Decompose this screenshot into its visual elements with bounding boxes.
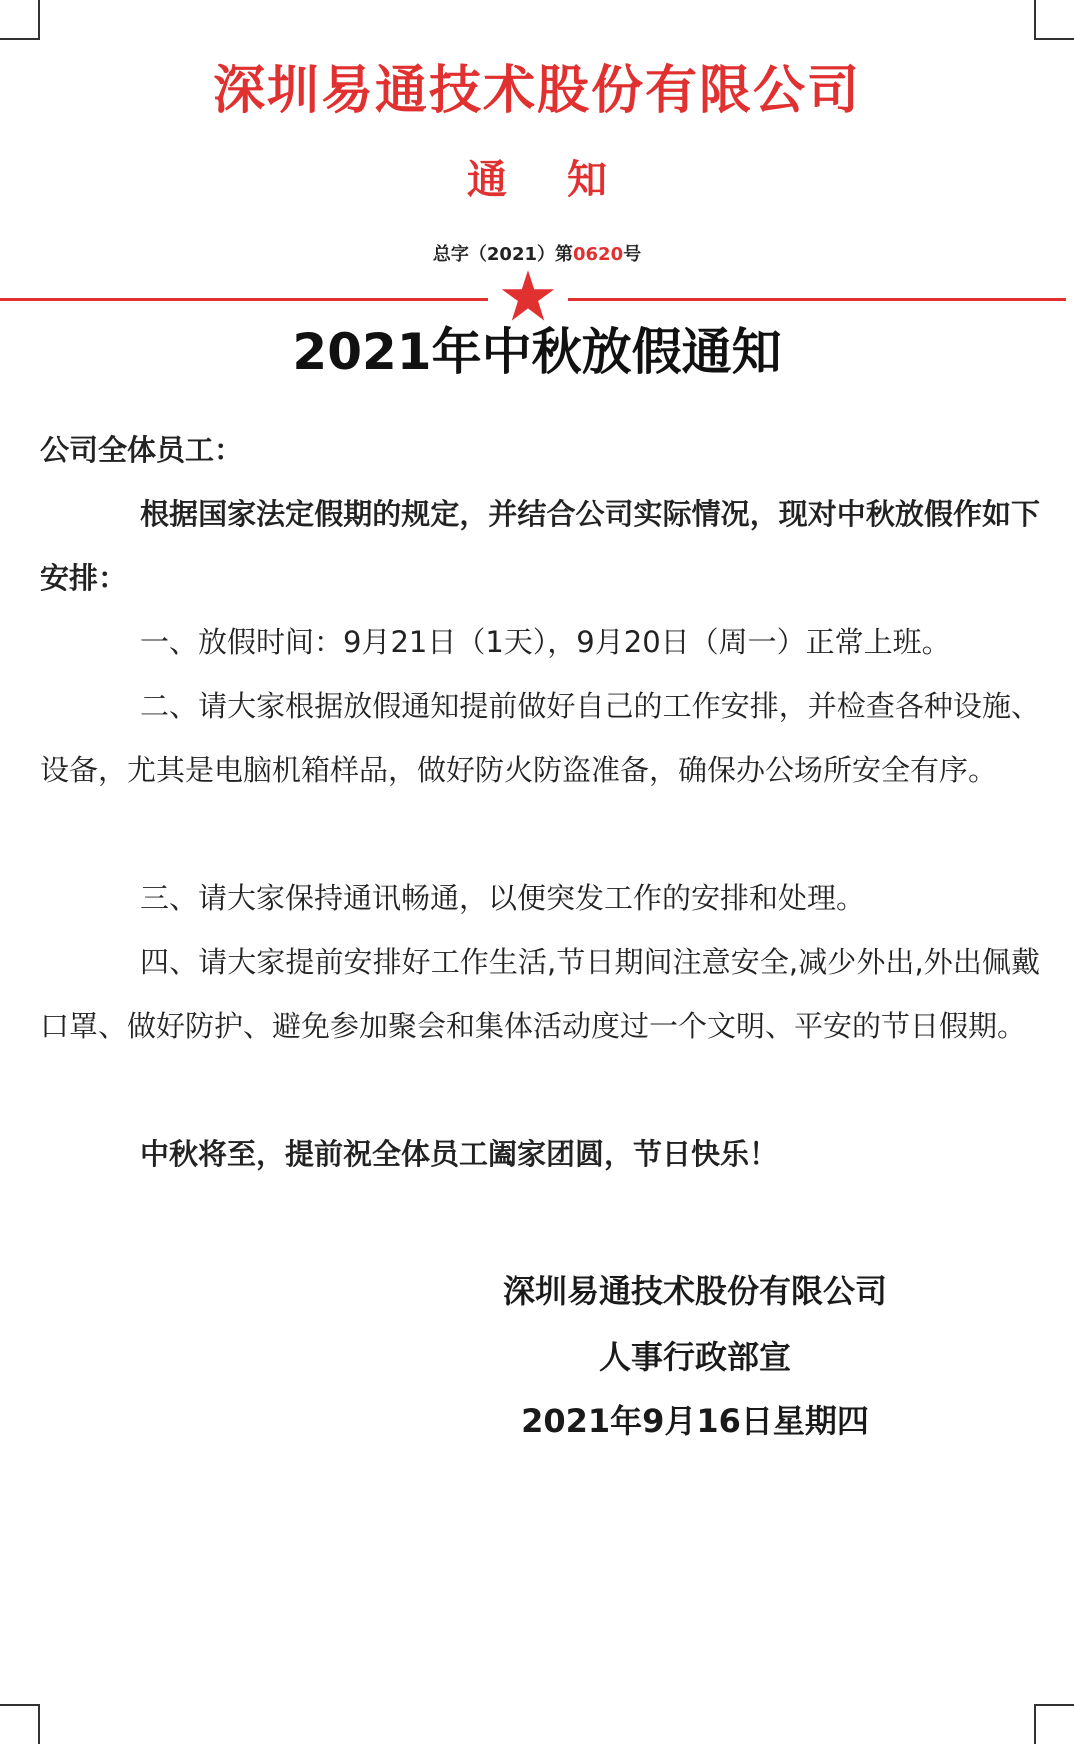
document-number-value: 0620 [573,244,624,265]
document-number-prefix: 总字（2021）第 [432,244,573,265]
red-divider-left [0,298,488,301]
corner-mark-bottom-right [1034,1704,1074,1744]
signature-company: 深圳易通技术股份有限公司 [502,1272,887,1310]
item-4-paragraph: 四、请大家提前安排好工作生活,节日期间注意安全,减少外出,外出佩戴口罩、做好防护、避免参加聚会和集体活动度过一个文明、平安的节日假期。 [40,945,1040,1043]
company-header: 深圳易通技术股份有限公司 [212,61,861,121]
signature-department: 人事行政部宣 [598,1338,791,1376]
document-number [0,240,1074,266]
corner-mark-top-left [0,0,40,40]
intro-paragraph: 根据国家法定假期的规定，并结合公司实际情况，现对中秋放假作如下安排： [40,497,1040,595]
closing-paragraph: 中秋将至，提前祝全体员工阖家团圆，节日快乐！ [140,1137,779,1171]
corner-mark-bottom-left [0,1704,40,1744]
item-2-paragraph: 二、请大家根据放假通知提前做好自己的工作安排，并检查各种设施、设备，尤其是电脑机箱样品，做好防火防盗准备，确保办公场所安全有序。 [40,689,1040,787]
corner-mark-top-right [1034,0,1074,40]
item-1-paragraph: 一、放假时间：9月21日（1天），9月20日（周一）正常上班。 [140,625,951,659]
red-divider-right [568,298,1066,301]
notice-label: 通知 [467,157,667,203]
greeting: 公司全体员工： [40,433,244,467]
document-title: 2021年中秋放假通知 [292,323,782,381]
signature-date: 2021年9月16日星期四 [521,1402,869,1440]
item-3-paragraph: 三、请大家保持通讯畅通，以便突发工作的安排和处理。 [140,881,866,915]
document-number-suffix: 号 [623,244,642,265]
